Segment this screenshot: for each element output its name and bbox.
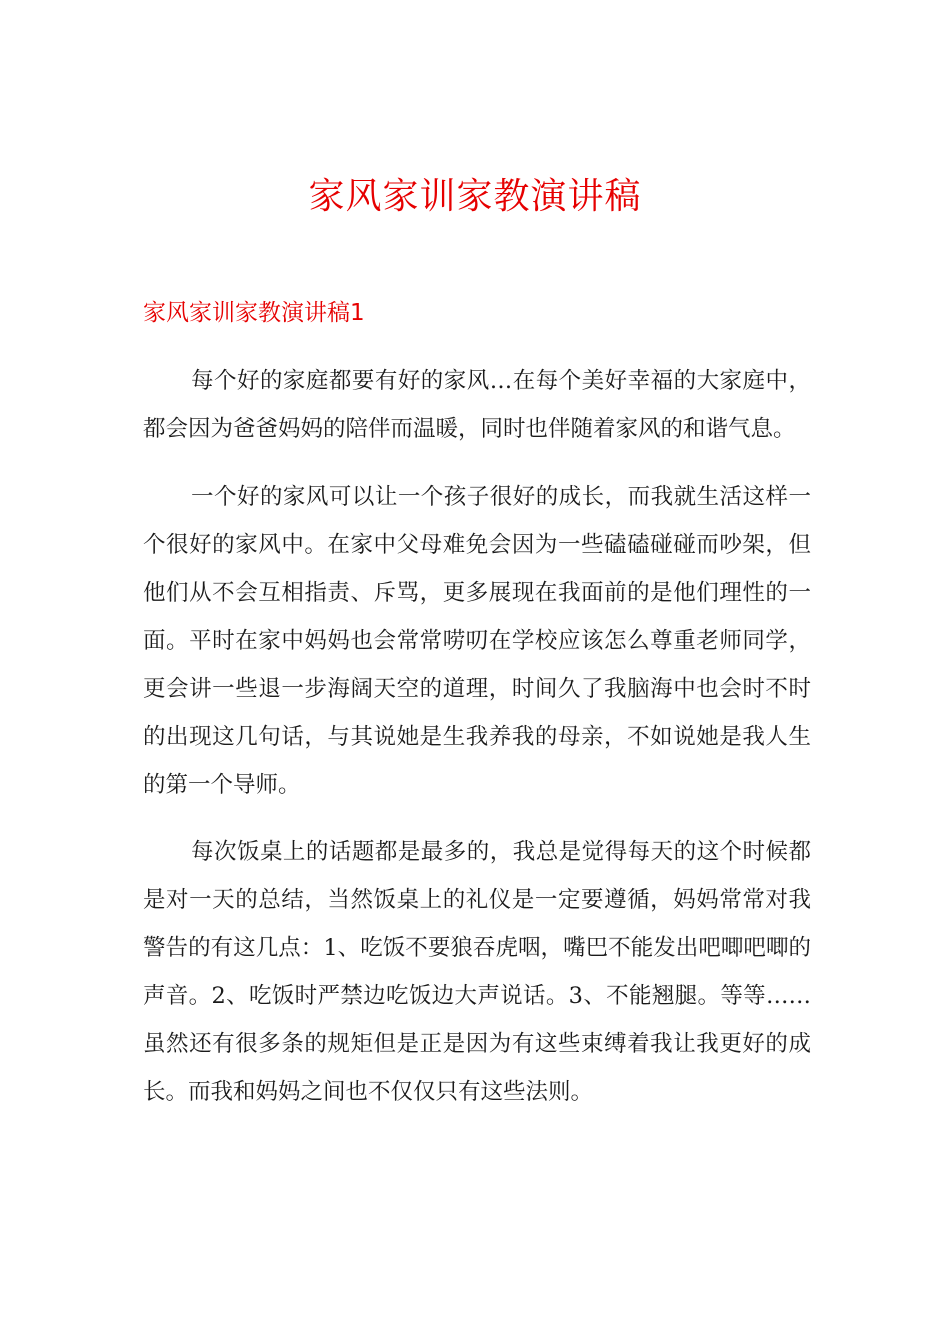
- paragraph: 每个好的家庭都要有好的家风…在每个美好幸福的大家庭中，都会因为爸爸妈妈的陪伴而温暖，同时也伴随着家风的和谐气息。: [143, 368, 811, 442]
- paragraph: 每次饭桌上的话题都是最多的，我总是觉得每天的这个时候都是对一天的总结，当然饭桌上的礼仪是一定要遵循，妈妈常常对我警告的有这几点：1、吃饭不要狼吞虎咽，嘴巴不能发出吧唧吧唧的声音。2、吃饭时严禁边吃饭边大声说话。3、不能翘腿。等等……虽然还有很多条的规矩但是正是因为有这些束缚着我让我更好的成长。而我和妈妈之间也不仅仅只有这些法则。: [143, 839, 811, 1105]
- paragraph: 一个好的家风可以让一个孩子很好的成长，而我就生活这样一个很好的家风中。在家中父母难免会因为一些磕磕碰碰而吵架，但他们从不会互相指责、斥骂，更多展现在我面前的是他们理性的一面。平时在家中妈妈也会常常唠叨在学校应该怎么尊重老师同学，更会讲一些退一步海阔天空的道理，时间久了我脑海中也会时不时的出现这几句话，与其说她是生我养我的母亲，不如说她是我人生的第一个导师。: [143, 484, 811, 798]
- document-title: 家风家训家教演讲稿: [308, 176, 642, 217]
- section-heading: 家风家训家教演讲稿1: [143, 300, 365, 326]
